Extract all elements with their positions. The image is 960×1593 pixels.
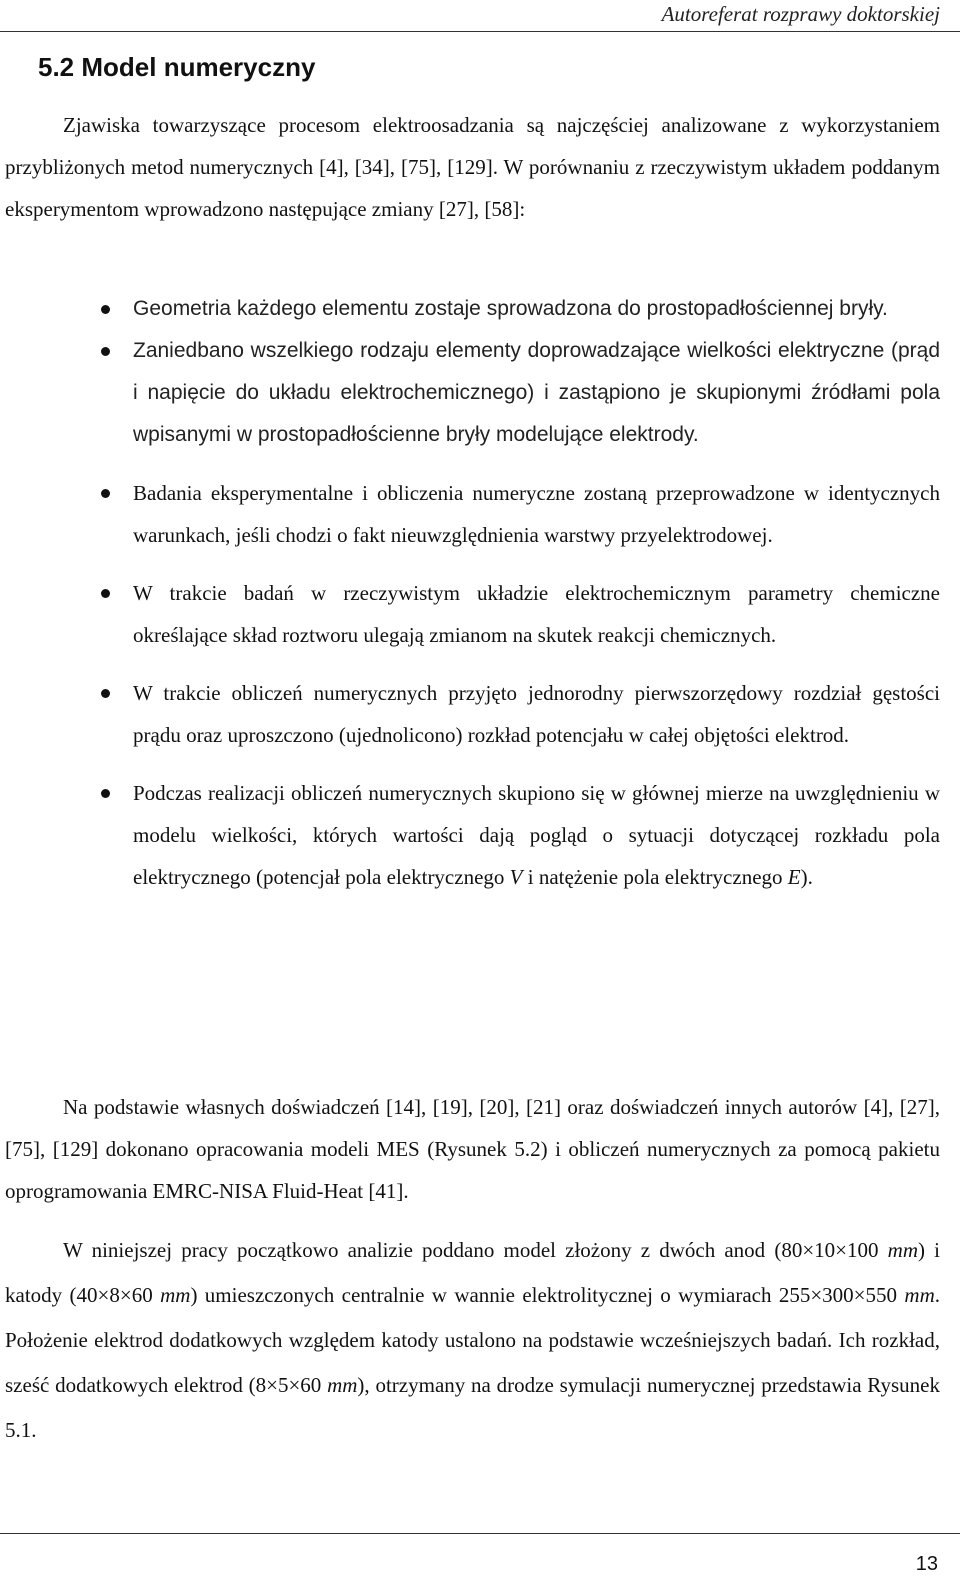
geometry-paragraph: W niniejszej pracy początkowo analizie poddano model złożony z dwóch anod (80×10×100 mm) i katody (40×8×60 mm) umieszczonych centralnie w wannie elektrolitycznej o wymiarach 255×300×550 mm. Położenie elektrod dodatkowych względem katody ustalono na podstawie wcześniejszych badań. Ich rozkład, sześć dodatkowych elektrod (8×5×60 mm), otrzymany na drodze symulacji numerycznej przedstawia Rysunek 5.1. [5,1238,940,1442]
bullet-icon [101,789,110,798]
list-item [0,672,940,756]
assumptions-list [0,288,940,914]
footer-rule [0,1533,960,1534]
models-paragraph: Na podstawie własnych doświadczeń [14], [19], [20], [21] oraz doświadczeń innych autorów [4], [27], [75], [129] dokonano opracowania modeli MES (Rysunek 5.2) i obliczeń numerycznych za pomocą pakietu oprogramowania EMRC-NISA Fluid-Heat [41]. [5,1095,940,1203]
list-item [0,330,940,456]
extra-electrode-dimensions: (8×5×60 mm) [248,1373,365,1397]
list-item-text: W trakcie obliczeń numerycznych przyjęto jednorodny pierwszorzędowy rozdział gęstości prądu oraz uproszczono (ujednolicono) rozkład potencjału w całej objętości elektrod. [133,681,940,747]
running-header: Autoreferat rozprawy doktorskiej [661,2,940,26]
bullet-icon [101,347,110,356]
list-item-text: Geometria każdego elementu zostaje sprowadzona do prostopadłościennej bryły. [133,297,888,320]
potential-symbol: V [509,865,523,889]
field-intensity-symbol: E [787,865,801,889]
bullet-icon [101,589,110,598]
list-item-text: Badania eksperymentalne i obliczenia numeryczne zostaną przeprowadzone w identycznych warunkach, jeśli chodzi o fakt nieuwzględnienia warstwy przyelektrodowej. [133,481,940,547]
list-item [0,288,940,330]
anode-dimensions: (80×10×100 mm) [774,1238,925,1262]
list-item-text: W trakcie badań w rzeczywistym układzie elektrochemicznym parametry chemiczne określające skład roztworu ulegają zmianom na skutek reakcji chemicznych. [133,581,940,647]
list-item [0,572,940,656]
list-item [0,472,940,556]
bullet-icon [101,305,110,314]
intro-paragraph: Zjawiska towarzyszące procesom elektroosadzania są najczęściej analizowane z wykorzystaniem przybliżonych metod numerycznych [4], [34], [75], [129]. W porównaniu z rzeczywistym układem poddanym eksperymentom wprowadzono następujące zmiany [27], [58]: [5,113,940,221]
bullet-icon [101,689,110,698]
list-item [0,772,940,898]
cathode-dimensions: (40×8×60 mm) [69,1283,198,1307]
section-title: 5.2 Model numeryczny [38,52,316,82]
tank-dimensions: 255×300×550 mm [778,1283,935,1307]
list-item-text: Zaniedbano wszelkiego rodzaju elementy doprowadzające wielkości elektryczne (prąd i napięcie do układu elektrochemicznego) i zastąpiono je skupionymi źródłami pola wpisanymi w prostopadłościenne bryły modelujące elektrody. [133,339,940,446]
bullet-icon [101,489,110,498]
page-number: 13 [915,1553,938,1575]
list-item-text: Podczas realizacji obliczeń numerycznych skupiono się w głównej mierze na uwzględnieniu w modelu wielkości, których wartości dają pogląd o sytuacji dotyczącej rozkładu pola elektrycznego (potencjał pola elektrycznego V i natężenie pola elektrycznego E). [133,781,940,889]
header-rule [0,31,960,32]
